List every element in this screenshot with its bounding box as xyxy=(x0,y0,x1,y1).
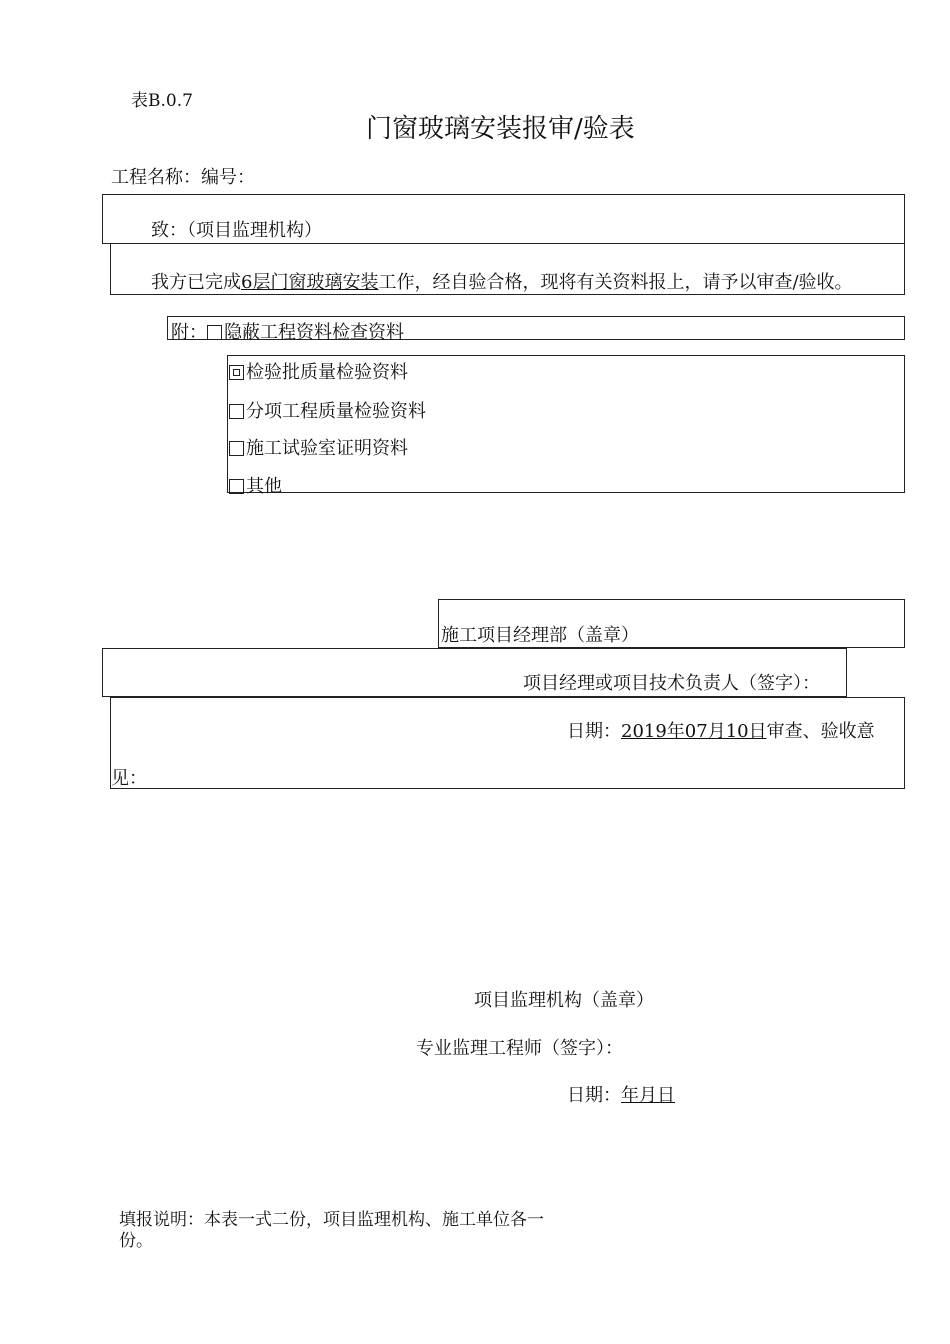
attachment-item-label: 施工试验室证明资料 xyxy=(246,438,408,459)
attachment-item-label: 分项工程质量检验资料 xyxy=(246,401,426,422)
project-name-number-line: 工程名称：编号： xyxy=(111,167,255,188)
footnote-line-1: 填报说明：本表一式二份，项目监理机构、施工单位各一 xyxy=(119,1210,544,1230)
attachment-item-hidden-works xyxy=(171,318,404,344)
supervisor-date-line xyxy=(567,1081,675,1107)
attachment-item-label: 其他 xyxy=(246,476,282,497)
checkbox-subitem[interactable] xyxy=(229,404,244,419)
form-code: 表B.0.7 xyxy=(131,91,193,111)
review-opinion-label-continued: 见： xyxy=(111,768,147,789)
to-label: 致： xyxy=(151,220,187,241)
contractor-date-value: 2019年07月10日 xyxy=(621,721,767,742)
to-line xyxy=(151,216,322,242)
contractor-signer: 项目经理或项目技术负责人（签字）： xyxy=(523,673,820,694)
to-box xyxy=(102,194,905,244)
attachment-label: 附： xyxy=(171,322,207,343)
supervisor-org-seal: 项目监理机构（盖章） xyxy=(474,990,654,1011)
footnote-line-2: 份。 xyxy=(119,1231,153,1251)
attachment-item-inspection-lot xyxy=(229,358,408,384)
statement-prefix: 我方已完成 xyxy=(151,272,241,293)
statement-work-item: 6层门窗玻璃安装 xyxy=(241,272,379,293)
supervisor-engineer-signature: 专业监理工程师（签字）： xyxy=(416,1038,623,1059)
statement-box xyxy=(110,243,905,295)
checkbox-inspection-lot[interactable] xyxy=(229,365,244,380)
page-title: 门窗玻璃安装报审/验表 xyxy=(366,114,635,144)
attachment-item-label: 隐蔽工程资料检查资料 xyxy=(224,322,404,343)
statement-suffix: 工作，经自验合格，现将有关资料报上，请予以审查/验收。 xyxy=(378,272,853,293)
review-opinion-label: 审查、验收意 xyxy=(766,721,875,742)
contractor-date-line xyxy=(567,717,875,743)
checkbox-other[interactable] xyxy=(229,479,244,494)
attachment-first-box xyxy=(167,316,905,343)
contractor-seal-box xyxy=(438,599,905,648)
date-label: 日期： xyxy=(567,721,621,742)
attachment-item-lab-proof xyxy=(229,434,408,460)
contractor-dept-seal: 施工项目经理部（盖章） xyxy=(441,625,639,646)
attachment-item-label: 检验批质量检验资料 xyxy=(246,362,408,383)
checkbox-lab-proof[interactable] xyxy=(229,441,244,456)
attachment-item-subitem xyxy=(229,397,426,423)
attachment-item-other xyxy=(229,472,282,498)
contractor-date-box xyxy=(110,697,905,789)
supervisor-date-value: 年月日 xyxy=(621,1085,675,1106)
date-label: 日期： xyxy=(567,1085,621,1106)
statement-line xyxy=(151,268,853,294)
to-recipient: （项目监理机构） xyxy=(187,220,322,241)
attachment-list-box xyxy=(227,355,905,497)
checkbox-hidden-works[interactable] xyxy=(207,325,222,340)
contractor-signer-box xyxy=(102,648,847,697)
